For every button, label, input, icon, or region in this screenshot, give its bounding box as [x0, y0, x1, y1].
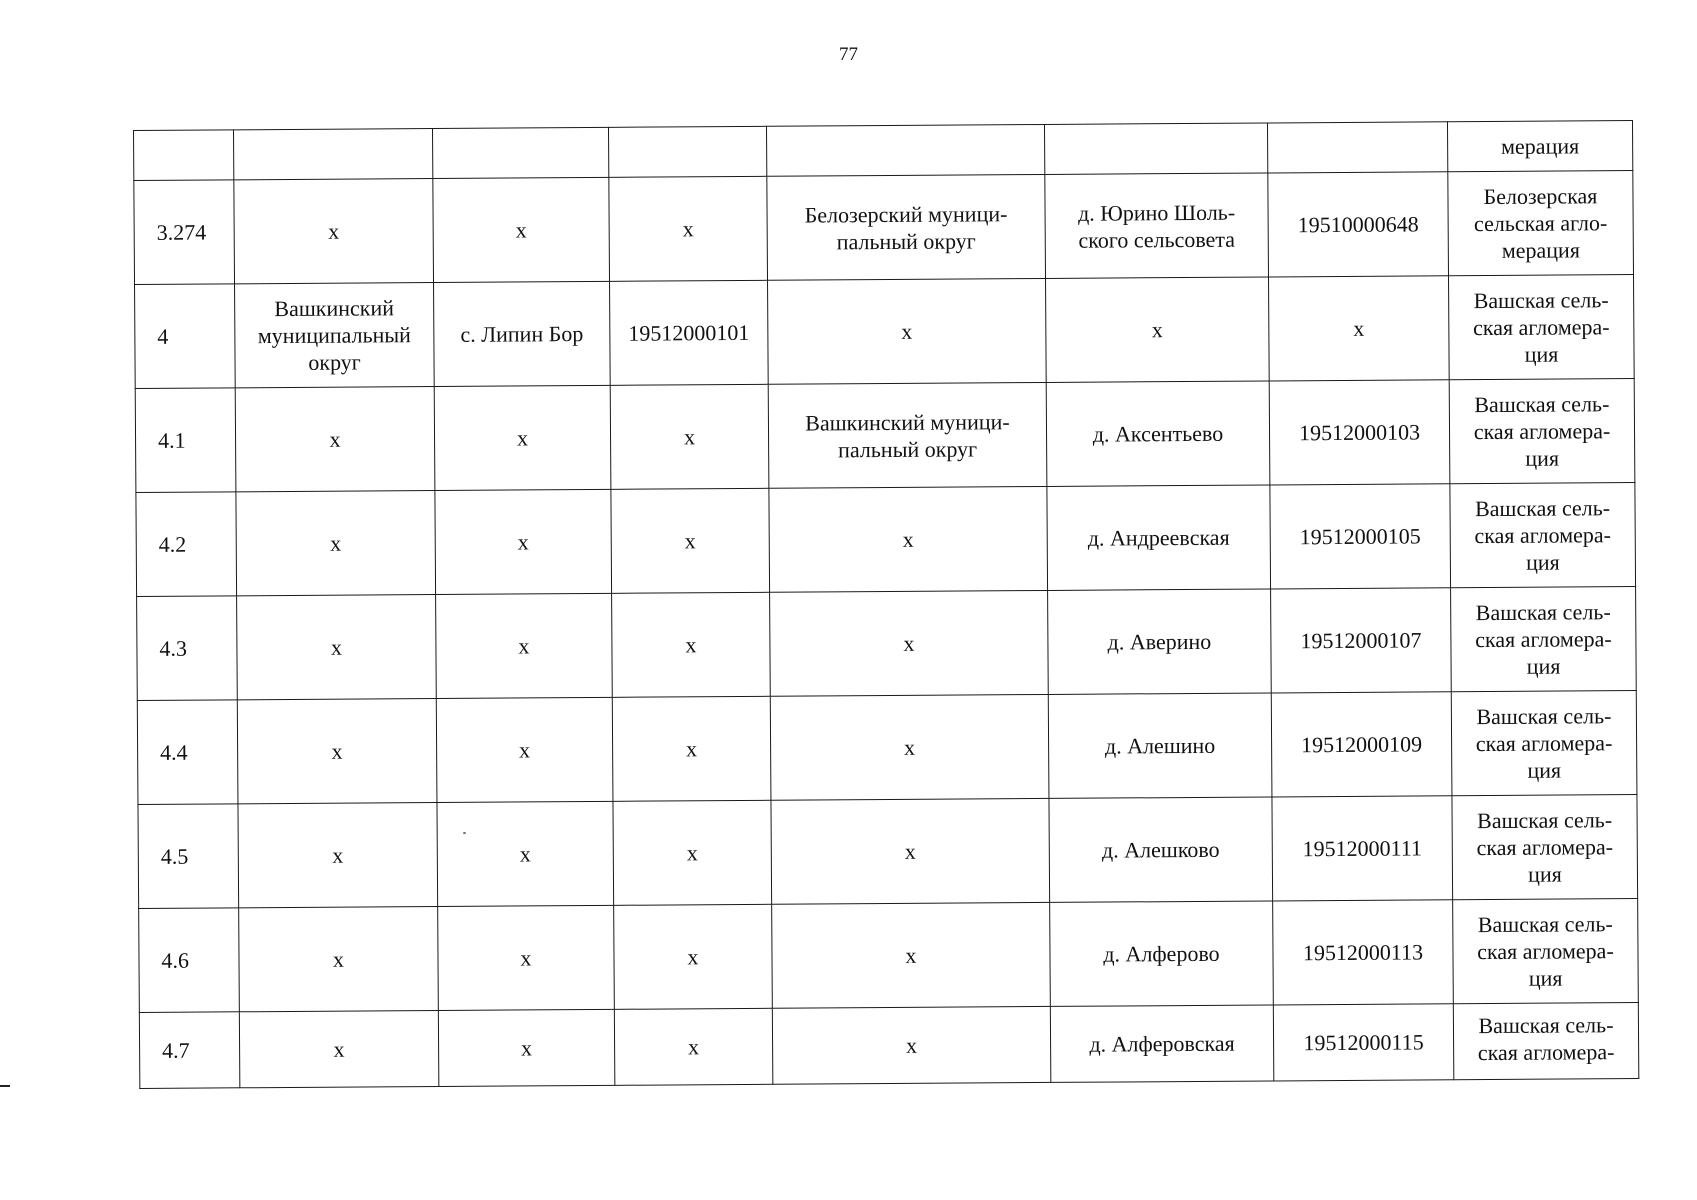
settlement-code-cell: 19510000648 — [1268, 172, 1449, 277]
header-cell — [234, 129, 433, 180]
settlement-code-cell: 19512000107 — [1271, 588, 1452, 693]
member-district-cell: х — [768, 278, 1047, 384]
row-number-cell: 4 — [135, 284, 236, 389]
agglomeration-cell: Вашская сель- ская агломера- ция — [1452, 795, 1638, 900]
member-district-cell: х — [771, 798, 1050, 904]
header-cell: мерация — [1447, 121, 1632, 172]
member-district-cell: Белозерский муници- пальный округ — [767, 174, 1046, 280]
district-cell: х — [238, 802, 438, 907]
center-code-cell: х — [612, 696, 771, 801]
district-cell: х — [239, 906, 439, 1011]
district-cell: Вашкинский муниципальный округ — [235, 283, 435, 388]
member-district-cell: х — [770, 590, 1049, 696]
header-cell — [608, 126, 766, 177]
settlement-code-cell: х — [1268, 276, 1449, 381]
center-cell: х — [436, 593, 613, 698]
district-cell: х — [239, 1010, 438, 1087]
district-cell: х — [237, 595, 437, 700]
center-code-cell: х — [614, 1008, 773, 1085]
table-body — [134, 121, 1639, 1089]
row-number-cell: 4.1 — [135, 388, 236, 493]
member-district-cell: х — [770, 694, 1049, 800]
agglomeration-cell: Вашская сель- ская агломера- ция — [1449, 379, 1635, 484]
settlement-cell: д. Аксентьево — [1046, 381, 1270, 486]
center-code-cell: 19512000101 — [610, 280, 769, 385]
table-row — [137, 691, 1637, 805]
row-number-cell: 4.4 — [137, 700, 238, 805]
header-cell — [766, 124, 1044, 176]
center-code-cell: х — [609, 176, 768, 281]
settlement-cell: д. Юрино Шоль- ского сельсовета — [1045, 173, 1269, 278]
settlement-code-cell: 19512000115 — [1273, 1004, 1454, 1081]
settlement-cell: д. Алешино — [1048, 693, 1272, 798]
row-number-cell: 4.5 — [138, 804, 239, 909]
settlements-table — [133, 120, 1639, 1089]
agglomeration-cell: Вашская сель- ская агломера- ция — [1451, 587, 1637, 692]
scan-speck — [463, 832, 466, 834]
table-row — [134, 171, 1634, 285]
settlement-code-cell: 19512000105 — [1270, 484, 1451, 589]
margin-tick — [0, 1085, 10, 1087]
header-cell — [1044, 123, 1267, 174]
center-cell: х — [438, 1009, 615, 1086]
row-number-cell: 4.6 — [139, 908, 240, 1013]
center-cell: х — [434, 385, 611, 490]
table-row — [137, 587, 1637, 701]
header-cell — [1267, 122, 1447, 173]
member-district-cell: х — [772, 902, 1051, 1008]
agglomeration-cell: Вашская сель- ская агломера- ция — [1448, 275, 1634, 380]
district-cell: х — [236, 491, 436, 596]
settlement-cell: д. Алферово — [1050, 901, 1274, 1006]
settlement-cell: д. Алферовская — [1050, 1005, 1273, 1082]
agglomeration-cell: Вашская сель- ская агломера- ция — [1453, 899, 1639, 1004]
header-cell — [134, 130, 234, 181]
center-cell: х — [437, 801, 614, 906]
center-code-cell: х — [614, 904, 773, 1009]
center-code-cell: х — [610, 384, 769, 489]
agglomeration-cell: Вашская сель- ская агломера- ция — [1450, 483, 1636, 588]
header-cell — [432, 127, 608, 178]
settlement-code-cell: 19512000111 — [1272, 796, 1453, 901]
center-cell: х — [435, 489, 612, 594]
center-code-cell: х — [613, 800, 772, 905]
settlement-cell: х — [1046, 277, 1270, 382]
agglomeration-cell: Вашская сель- ская агломера- — [1453, 1003, 1639, 1080]
center-cell: х — [438, 905, 615, 1010]
page-number: 77 — [839, 44, 858, 65]
agglomeration-cell: Вашская сель- ская агломера- ция — [1451, 691, 1637, 796]
row-number-cell: 4.3 — [137, 596, 238, 701]
district-cell: х — [235, 387, 435, 492]
center-cell: х — [436, 697, 613, 802]
center-cell: х — [433, 177, 610, 282]
center-cell: с. Липин Бор — [434, 281, 611, 386]
table-row — [135, 379, 1635, 493]
table-row — [139, 1003, 1638, 1089]
table-sheet — [133, 120, 1639, 1089]
district-cell: х — [237, 699, 437, 804]
table-row — [135, 275, 1635, 389]
member-district-cell: х — [772, 1006, 1050, 1084]
settlement-code-cell: 19512000103 — [1269, 380, 1450, 485]
row-number-cell: 4.2 — [136, 492, 237, 597]
member-district-cell: х — [769, 486, 1048, 592]
row-number-cell: 3.274 — [134, 180, 235, 285]
member-district-cell: Вашкинский муници- пальный округ — [768, 382, 1047, 488]
row-number-cell: 4.7 — [139, 1012, 240, 1089]
settlement-code-cell: 19512000109 — [1271, 692, 1452, 797]
agglomeration-cell: Белозерская сельская агло- мерация — [1448, 171, 1634, 276]
settlement-code-cell: 19512000113 — [1273, 900, 1454, 1005]
district-cell: х — [234, 179, 434, 284]
center-code-cell: х — [611, 488, 770, 593]
settlement-cell: д. Андреевская — [1047, 485, 1271, 590]
settlement-cell: д. Аверино — [1048, 589, 1272, 694]
center-code-cell: х — [612, 592, 771, 697]
table-row — [139, 899, 1639, 1013]
settlement-cell: д. Алешково — [1049, 797, 1273, 902]
table-row — [136, 483, 1636, 597]
table-row — [138, 795, 1638, 909]
